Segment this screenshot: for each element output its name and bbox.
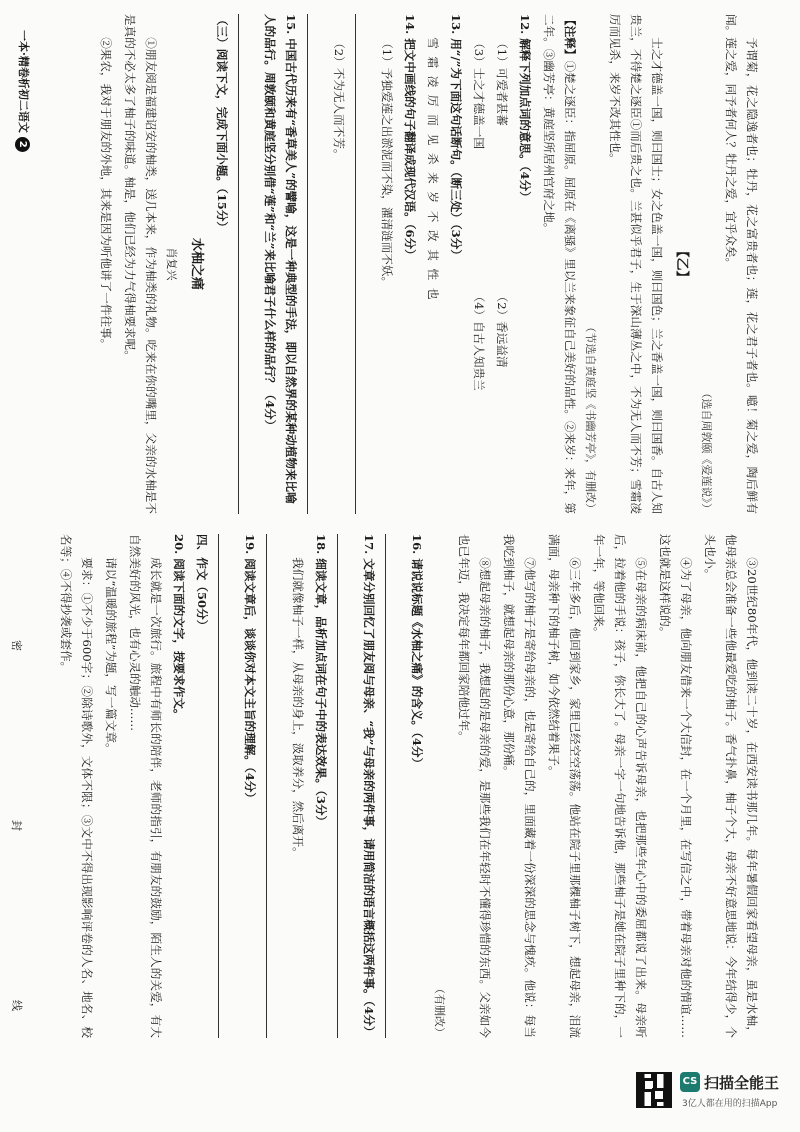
story-source: （有删改） — [433, 983, 446, 1038]
answer-line[interactable] — [307, 14, 324, 514]
question-13: 13. 用“/”为下面这句话断句。（断三处）（3分） — [449, 14, 463, 261]
q18-sentence: 我们就像柚子一样，从母亲的身上，汲取养分，然后离开。 — [291, 557, 305, 859]
story-paragraph: ①朋友阅是福建诏安的柚类，送几本来，作为柚类的礼物。吃来在你的嘴里，父亲的水柚是不是真的不必太多了柚子的味道。柚是，他们已经为力气得柚要求呢。 — [123, 14, 158, 514]
scanner-watermark-badge — [602, 1068, 792, 1120]
page-number: 2 — [15, 137, 30, 152]
q14-item: （1）予独爱莲之出淤泥而不染，濯清涟而不妖。 — [380, 37, 394, 289]
rotated-exam-sheet — [5, 0, 780, 1050]
story-paragraph: ⑦他写的柚子是寄给母亲的，也是寄给自己的，里面藏着一份深深的思念与愧疚。他说：每当我吃到柚子，就想起母亲的那份心意，那份痛。 — [502, 534, 537, 1038]
right-column — [22, 534, 762, 1038]
question-12: 12. 解释下列加点词的意思。（4分） — [518, 14, 532, 203]
passage-b-title: 【乙】 — [674, 244, 689, 284]
qr-code-icon — [636, 1072, 672, 1108]
note-label: 【注释】 — [563, 14, 577, 61]
q14-item: （2）不为无人而不芳。 — [332, 37, 346, 161]
section-3-title: （三）阅读下文，完成下面小题。（15分） — [215, 14, 229, 234]
question-19: 19. 阅读文章后，谈谈你对本文主旨的理解。（4分） — [243, 534, 257, 804]
binding-mark: 线 — [10, 1000, 23, 1011]
q12-item: （4）自古人知贵兰 — [472, 290, 486, 391]
q20-prompt: 请以“温暖的旅程”为题，写一篇文章。 — [104, 557, 118, 755]
story-paragraph: ⑧想起母亲的柚子，我想起的是母亲的爱，是那些我们在年轻时不懂得珍惜的东西。父亲如今也已年迈，我决定每年都回家陪他过年。 — [457, 534, 492, 1038]
answer-line[interactable] — [218, 534, 235, 1038]
passage-b-text: 士之才德盖一国，则曰国士；女之色盖一国，则曰国色；兰之香盖一国，则曰国香。自古人知贵兰，不待楚之逐臣①而后贵之也。兰甚似乎君子，生于深山薄丛之中，不为无人而不芳；雪霜凌厉而见杀，来岁不改其性也。 — [608, 14, 664, 514]
grade-label: 一本·精卷析初二语文 — [17, 30, 30, 133]
story-paragraph: ③20世纪80年代，他到读二十岁，在西安读书那几年。每年暑假回家看望母亲，虽是水柚，他母亲总会准备一些他最爱吃的柚子。香气扑鼻，柚子个大，母亲不好意思地说：今年结得少，个头也小。 — [703, 534, 759, 1038]
note-text: ①楚之逐臣：指屈原。屈原在《离骚》里以兰来象征自己美好的品性。②来岁：来年，第二年。③幽芳亭：黄庭坚所居州官府之地。 — [542, 14, 577, 514]
answer-line[interactable] — [238, 14, 255, 514]
intro-source: （选自周敦颐《爱莲说》） — [700, 387, 713, 514]
binding-marks — [9, 0, 25, 1050]
story-title: 水柚之痛 — [189, 237, 204, 290]
answer-line[interactable] — [385, 534, 402, 1038]
scanner-app-name: 扫描全能王 — [704, 1074, 780, 1092]
q20-intro: 成长就是一次旅行。旅程中有师长的陪伴，老师的指引，有朋友的鼓励，陌生人的关爱，有大自然美好的风光，也有心灵的触动…… — [128, 534, 163, 1038]
intro-paragraph: 予谓菊，花之隐逸者也；牡丹，花之富贵者也；莲，花之君子者也。噫！菊之爱，陶后鲜有闻。莲之爱，同予者何人？牡丹之爱，宜乎众矣。 — [724, 14, 759, 514]
question-15: 15. 中国古代历来有“香草美人”的譬喻，这是一种典型的手法，即以自然界的某种动植物来比喻人的品行。周敦颐和黄庭坚分别借“莲”和“兰”来比喻君子什么样的品行？（4分） — [263, 14, 298, 504]
q12-items-row-2 — [468, 37, 489, 514]
question-14: 14. 把文中画线的句子翻译成现代汉语。（6分） — [403, 14, 417, 261]
question-20: 20. 阅读下面的文字，按要求作文。 — [172, 534, 186, 721]
left-column — [22, 14, 762, 514]
story-paragraph: ⑥三年多后，他回到家乡，家里已经空空荡荡。他站在院子里那棵柚子树下，想起母亲，泪流满面，母亲种下的柚子树，如今依然结着果子。 — [547, 534, 582, 1038]
story-paragraph: ④为了母亲，他向朋友借来一个大信封，在一个月里，在写信之中，带着母亲对他的情谊……这也就是这样说的。 — [658, 534, 693, 1038]
answer-line[interactable] — [337, 534, 354, 1038]
answer-line[interactable] — [355, 14, 372, 514]
question-16: 16. 请说说标题《水柚之痛》的含义。（4分） — [410, 534, 424, 770]
question-18: 18. 细读文章，品析加点词在句子中的表达效果。（3分） — [314, 534, 328, 828]
binding-mark: 封 — [10, 820, 23, 831]
q12-item: （1）可爱者甚蕃 — [495, 37, 509, 126]
passage-b-source: （节选自黄庭坚《书幽芳亭》，有删改） — [584, 321, 597, 514]
q12-item: （3）士之才德盖一国 — [472, 37, 486, 149]
q13-sentence: 雪 霜 凌 厉 而 见 杀 来 岁 不 改 其 性 也 — [426, 37, 440, 302]
story-paragraph: ⑤在母亲的病床前，他把自己的心声告诉母亲，也把那些年心中的委屈都说了出来。母亲听后，拉着他的手说：孩子，你长大了。母亲一字一句地告诉他，那些柚子是她在院子里种下的，一年一年，等他回来。 — [592, 534, 648, 1038]
q12-item: （2）香远益清 — [495, 290, 509, 368]
annotation-note — [538, 14, 580, 514]
binding-mark: 密 — [10, 640, 23, 651]
section-4-title: 四、作文（50分） — [195, 534, 209, 632]
question-17: 17. 文章分别回忆了朋友阅与母亲、“我”与母亲的两件事，请用简洁的语言概括这两件事。（4分） — [362, 534, 376, 1038]
q20-requirements: 要求：①不少于600字；②除诗歌外，文体不限；③文中不得出现影响评卷的人名、地名、校名等；④不得抄袭或套作。 — [59, 534, 94, 1038]
answer-line[interactable] — [266, 534, 283, 1038]
scanner-tagline: 3亿人都在用的扫描App — [682, 1099, 778, 1109]
camscanner-logo: CS — [680, 1072, 700, 1092]
q12-items-row-1 — [491, 37, 512, 514]
story-paragraph: ②果农，我对于朋友的外地，其来是因为听他讲了一件往事。 — [99, 37, 113, 351]
story-author: 肖复兴 — [165, 247, 178, 281]
